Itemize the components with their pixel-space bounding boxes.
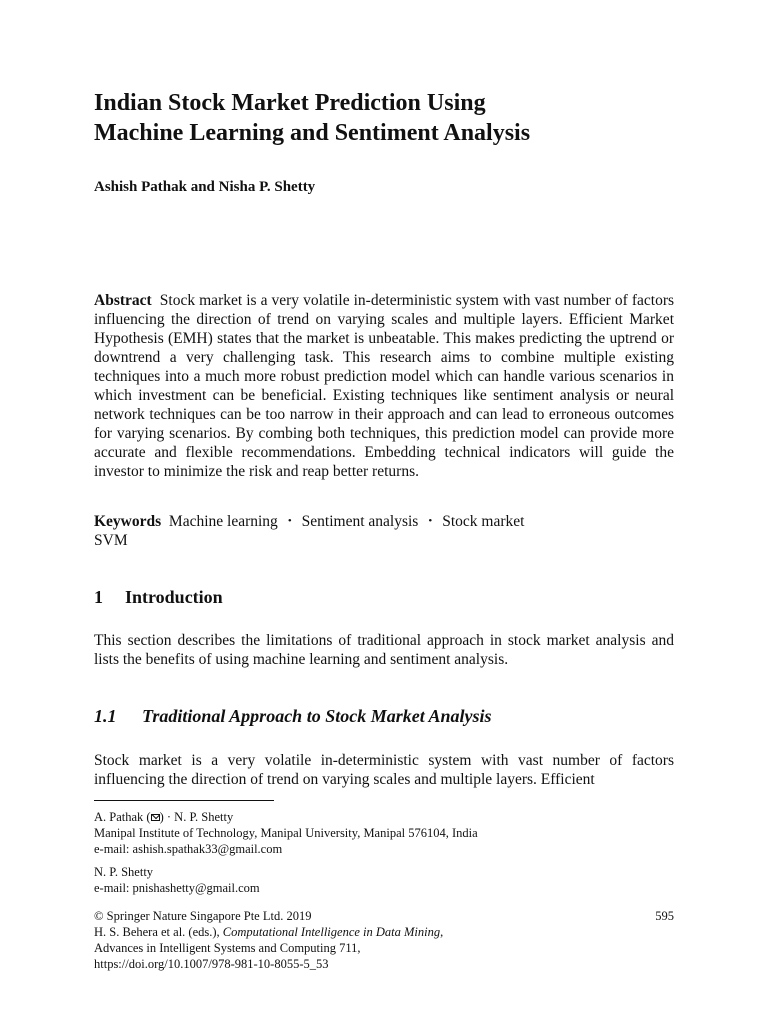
subsection-title: Traditional Approach to Stock Market Analysis <box>142 706 492 726</box>
paper-title <box>94 88 694 148</box>
author-list: Ashish Pathak and Nisha P. Shetty <box>94 179 316 195</box>
abstract-text: Stock market is a very volatile in-deterministic system with vast number of factors influencing the direction of trend on varying scales and multiple layers. Efficient Market Hypothesis (EMH) states that the market is unbeatable. This makes predicting the uptrend or downtrend a very challenging task. This research aims to combine multiple existing techniques into a much more robust prediction model which can handle various scenarios in which investment can be beneficial. Existing techniques like sentiment analysis or neural network techniques can be too narrow in their approach and can lead to erroneous outcomes for varying scenarios. By combing both techniques, this prediction model can provide more accurate and flexible recommendations. Embedding technical indicators will guide the investor to minimize the risk and reap better returns. <box>94 292 675 480</box>
author-2: N. P. Shetty <box>94 865 154 879</box>
title-line-2: Machine Learning and Sentiment Analysis <box>94 120 531 146</box>
keyword-separator: • <box>287 515 292 527</box>
email-2: e-mail: pnishashetty@gmail.com <box>94 881 260 895</box>
page-number: 595 <box>655 909 674 923</box>
copyright-line: © Springer Nature Singapore Pte Ltd. 2019 <box>94 909 312 923</box>
author1-prefix: A. Pathak ( <box>94 810 151 824</box>
editors-suffix: , <box>440 925 444 939</box>
doi-link[interactable]: https://doi.org/10.1007/978-981-10-8055-5_53 <box>94 957 329 971</box>
traditional-approach-paragraph: Stock market is a very volatile in-deterministic system with vast number of factors influencing the direction of trend on varying scales and multiple layers. Efficient <box>94 752 674 788</box>
email-1: e-mail: ashish.spathak33@gmail.com <box>94 842 283 856</box>
abstract-label: Abstract <box>94 292 152 309</box>
affiliation: Manipal Institute of Technology, Manipal University, Manipal 576104, India <box>94 826 478 840</box>
abstract <box>94 291 674 481</box>
second-author-footnote <box>94 864 694 896</box>
book-title: Computational Intelligence in Data Mining <box>222 925 441 939</box>
keywords <box>94 512 674 550</box>
author-correspondence-line <box>94 809 694 825</box>
keyword-item: Machine learning <box>168 513 278 530</box>
editors-prefix: H. S. Behera et al. (eds.), <box>94 925 223 939</box>
editors-line <box>94 924 674 940</box>
subsection-heading-traditional-approach <box>94 705 492 727</box>
copyright-block <box>94 908 674 972</box>
author1-suffix: ) · N. P. Shetty <box>159 810 234 824</box>
keyword-item: Sentiment analysis <box>301 513 419 530</box>
mail-icon <box>151 814 160 821</box>
author-footnote <box>94 809 694 857</box>
footnote-divider <box>94 800 274 801</box>
keyword-separator: • <box>428 515 433 527</box>
subsection-number: 1.1 <box>94 706 117 726</box>
series-line: Advances in Intelligent Systems and Computing 711, <box>94 941 361 955</box>
section-number: 1 <box>94 587 103 607</box>
keywords-label: Keywords <box>94 513 162 530</box>
introduction-paragraph: This section describes the limitations of traditional approach in stock market analysis and lists the benefits of using machine learning and sentiment analysis. <box>94 632 674 668</box>
section-heading-introduction <box>94 586 223 608</box>
keyword-item: Stock market <box>442 513 525 530</box>
title-line-1: Indian Stock Market Prediction Using <box>94 90 486 116</box>
keyword-item: SVM <box>94 532 128 549</box>
section-title: Introduction <box>125 587 223 607</box>
